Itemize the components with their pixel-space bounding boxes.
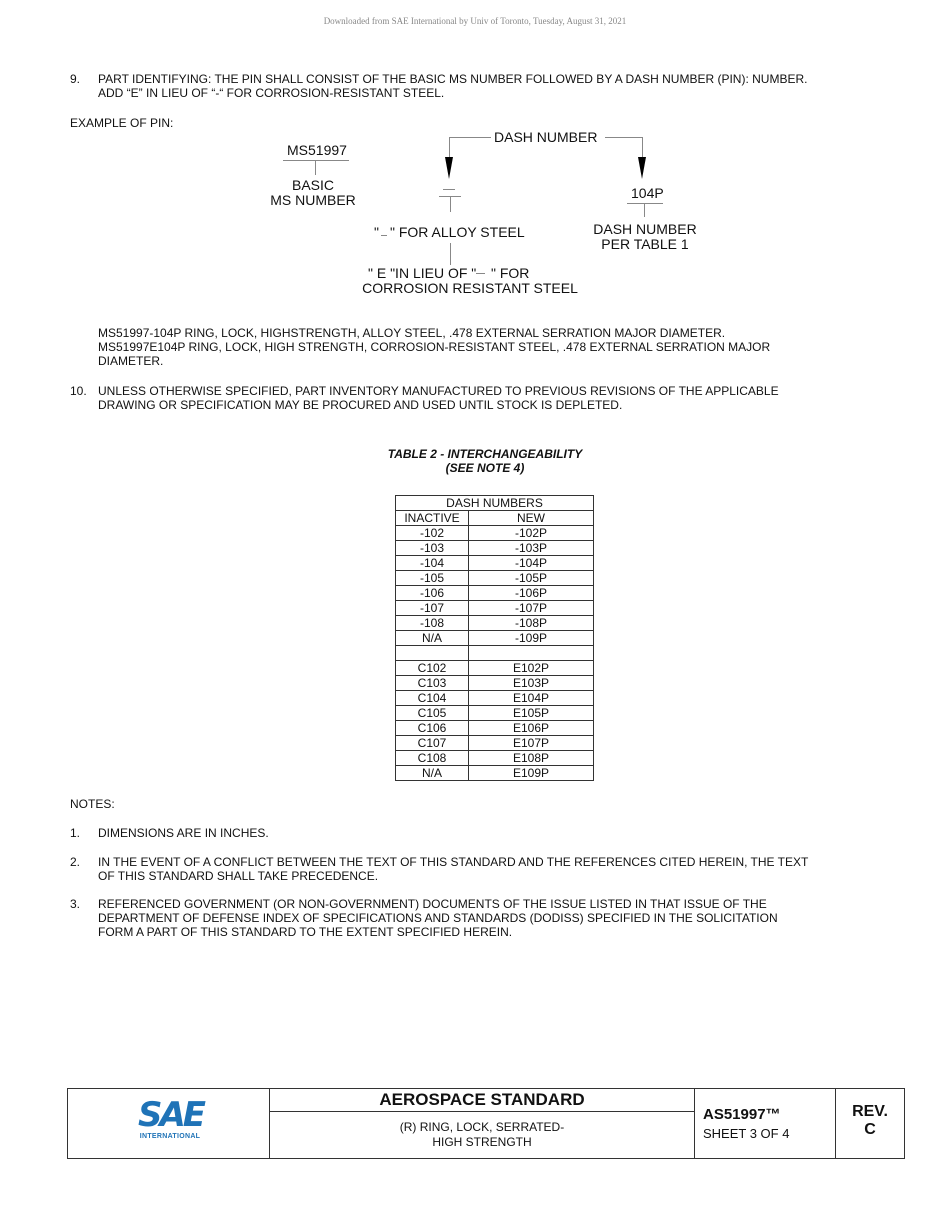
table-row [396,646,594,661]
inactive-cell: -103 [396,541,469,556]
table-row [396,631,594,646]
inactive-cell: -108 [396,616,469,631]
table-row [396,556,594,571]
inactive-cell: C108 [396,751,469,766]
note-2-line1: IN THE EVENT OF A CONFLICT BETWEEN THE TEXT OF THIS STANDARD AND THE REFERENCES CITED HEREIN, THE TEXT [98,855,809,869]
basic-line2: MS NUMBER [270,192,356,208]
inactive-cell: C102 [396,661,469,676]
new-cell: -102P [469,526,594,541]
inactive-cell: C105 [396,706,469,721]
note-10-number: 10. [70,384,87,398]
example-label: EXAMPLE OF PIN: [70,116,174,130]
inactive-cell: C106 [396,721,469,736]
table-row [396,526,594,541]
note-1-text: DIMENSIONS ARE IN INCHES. [98,826,269,840]
inactive-cell: C107 [396,736,469,751]
standard-type: AEROSPACE STANDARD [270,1089,694,1112]
basic-ms-number-label [262,178,364,208]
new-cell: -109P [469,631,594,646]
new-cell [469,646,594,661]
table-row [396,541,594,556]
download-watermark: Downloaded from SAE International by Univ of Toronto, Tuesday, August 31, 2021 [323,16,627,26]
document-title [270,1120,694,1150]
sae-logo [138,1097,202,1145]
note-1-number: 1. [70,826,81,840]
new-cell: -103P [469,541,594,556]
table-row [396,601,594,616]
note-10-text [98,384,858,412]
column-header-inactive: INACTIVE [396,511,469,526]
per-table-line1: DASH NUMBER [593,221,697,237]
new-cell: E107P [469,736,594,751]
document-title-line2: HIGH STRENGTH [432,1135,532,1149]
inactive-cell: N/A [396,766,469,781]
example-line1: MS51997-104P RING, LOCK, HIGHSTRENGTH, ALLOY STEEL, .478 EXTERNAL SERRATION MAJOR DIAMETER. [98,326,726,340]
table-2-title-line2: (SEE NOTE 4) [445,461,525,475]
title-cell [270,1089,695,1158]
inactive-cell: N/A [396,631,469,646]
table-row [396,706,594,721]
new-cell: -108P [469,616,594,631]
new-cell: -107P [469,601,594,616]
sae-logo-mark: SAE [138,1095,204,1135]
table-row [396,766,594,781]
column-header-new: NEW [469,511,594,526]
title-block [67,1088,905,1159]
table-2-title [0,447,950,475]
sheet-number: SHEET 3 OF 4 [703,1126,790,1141]
table-2-title-line1: TABLE 2 - INTERCHANGEABILITY [387,447,583,461]
e-lieu-label-b: " FOR [491,265,530,281]
note-3-number: 3. [70,897,81,911]
dash-suffix: 104P [631,185,664,201]
new-cell: -104P [469,556,594,571]
per-table-line2: PER TABLE 1 [601,236,689,252]
new-cell: E109P [469,766,594,781]
pin-example-diagram [0,0,950,310]
note-10-line1: UNLESS OTHERWISE SPECIFIED, PART INVENTORY MANUFACTURED TO PREVIOUS REVISIONS OF THE APPLICABLE [98,384,779,398]
note-3-line2: DEPARTMENT OF DEFENSE INDEX OF SPECIFICATIONS AND STANDARDS (DODISS) SPECIFIED IN THE SOLICITATION [98,911,778,925]
document-number: AS51997™ [703,1106,781,1123]
table-row [396,676,594,691]
note-2-line2: OF THIS STANDARD SHALL TAKE PRECEDENCE. [98,869,379,883]
inactive-cell [396,646,469,661]
table-body [396,526,594,781]
dash-number-per-table-label [580,222,710,252]
new-cell: E103P [469,676,594,691]
document-number-cell [695,1089,836,1158]
table-row [396,751,594,766]
arrow-down-icon [445,157,453,179]
table-row [396,736,594,751]
new-cell: E105P [469,706,594,721]
note-2-number: 2. [70,855,81,869]
arrow-down-icon [638,157,646,179]
new-cell: E104P [469,691,594,706]
new-cell: E106P [469,721,594,736]
note-3-line1: REFERENCED GOVERNMENT (OR NON-GOVERNMENT) DOCUMENTS OF THE ISSUE LISTED IN THAT ISSUE OF THE [98,897,767,911]
note-2-text [98,855,878,883]
new-cell: -106P [469,586,594,601]
new-cell: -105P [469,571,594,586]
revision-value: C [864,1121,876,1138]
ms-number: MS51997 [287,142,347,158]
interchangeability-table [395,495,594,781]
table-row [396,691,594,706]
inactive-cell: -106 [396,586,469,601]
inactive-cell: -107 [396,601,469,616]
notes-heading: NOTES: [70,797,115,811]
dash-number-label: DASH NUMBER [494,129,598,145]
note-9-number: 9. [70,72,81,86]
example-line3: DIAMETER. [98,354,164,368]
note-3-text [98,897,878,939]
table-row [396,661,594,676]
note-9-line2: ADD “E” IN LIEU OF “-“ FOR CORROSION-RESISTANT STEEL. [98,86,445,100]
note-10-line2: DRAWING OR SPECIFICATION MAY BE PROCURED AND USED UNTIL STOCK IS DEPLETED. [98,398,623,412]
e-lieu-line2: CORROSION RESISTANT STEEL [362,280,578,296]
table-row [396,586,594,601]
new-cell: E108P [469,751,594,766]
note-9-line1: PART IDENTIFYING: THE PIN SHALL CONSIST OF THE BASIC MS NUMBER FOLLOWED BY A DASH NUMBER (PIN): NUMBER. [98,72,808,86]
inactive-cell: -102 [396,526,469,541]
alloy-quote-open: " [374,224,379,240]
inactive-cell: -104 [396,556,469,571]
example-line2: MS51997E104P RING, LOCK, HIGH STRENGTH, CORROSION-RESISTANT STEEL, .478 EXTERNAL SERRATION MAJOR [98,340,771,354]
basic-line1: BASIC [291,177,334,193]
revision-cell [836,1089,904,1158]
inactive-cell: -105 [396,571,469,586]
pin-examples [98,326,878,368]
table-row [396,721,594,736]
table-row [396,616,594,631]
note-3-line3: FORM A PART OF THIS STANDARD TO THE EXTENT SPECIFIED HEREIN. [98,925,513,939]
e-lieu-label-a: " E "IN LIEU OF " [368,265,477,281]
revision-label: REV. [852,1103,888,1120]
table-row [396,571,594,586]
new-cell: E102P [469,661,594,676]
sae-logo-subtitle: INTERNATIONAL [139,1133,201,1140]
alloy-steel-label: " FOR ALLOY STEEL [390,224,525,240]
inactive-cell: C104 [396,691,469,706]
logo-cell [68,1089,270,1158]
table-group-header: DASH NUMBERS [396,496,594,511]
document-title-line1: (R) RING, LOCK, SERRATED- [399,1120,565,1134]
inactive-cell: C103 [396,676,469,691]
